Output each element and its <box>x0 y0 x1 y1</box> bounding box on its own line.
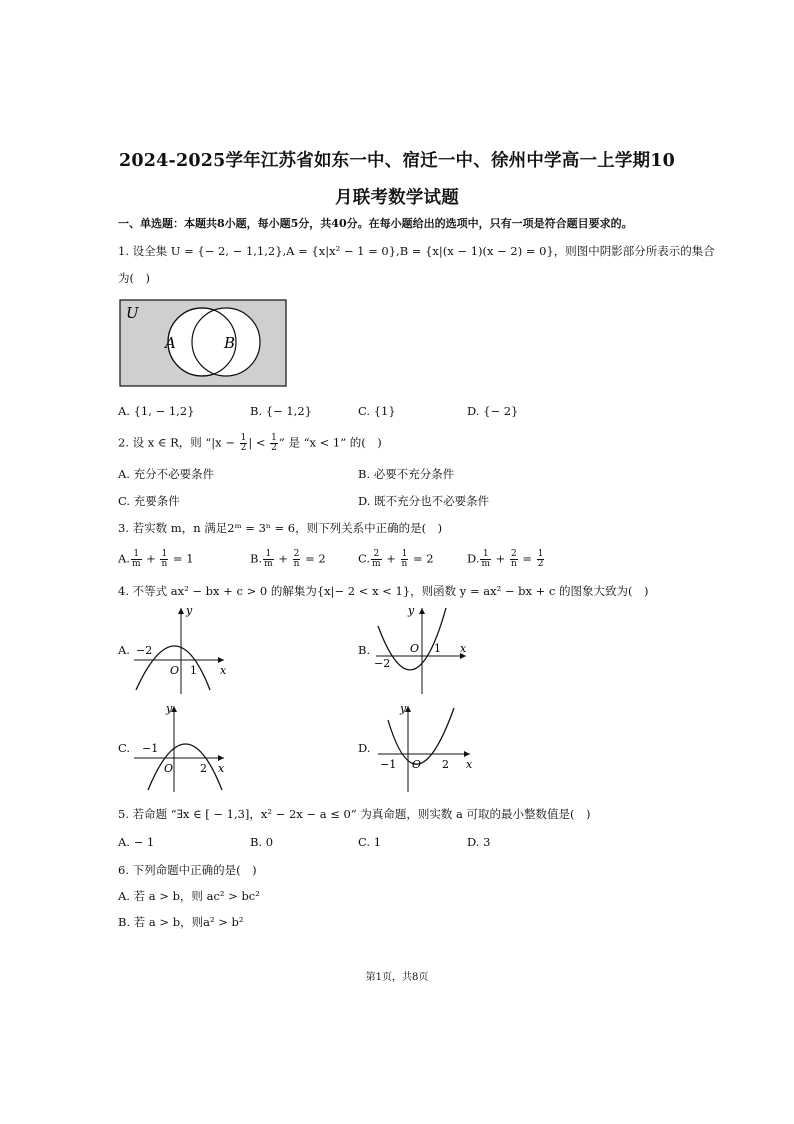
q4-graph-d[interactable] <box>372 702 482 794</box>
q5-option-d[interactable]: D. 3 <box>467 835 491 849</box>
svg-text:−2: −2 <box>374 657 391 670</box>
svg-text:y: y <box>186 604 193 617</box>
svg-text:O: O <box>412 758 422 771</box>
q4-graph-a[interactable] <box>128 604 238 696</box>
q4-option-a-label[interactable]: A. <box>118 643 130 657</box>
svg-text:−2: −2 <box>136 644 153 657</box>
svg-text:O: O <box>410 642 420 655</box>
q2-option-d[interactable]: D. 既不充分也不必要条件 <box>358 494 490 508</box>
venn-label-u: U <box>126 304 139 322</box>
svg-text:1: 1 <box>434 642 441 655</box>
q1-option-b[interactable]: B. {− 1,2} <box>250 404 312 418</box>
q4-option-c-label[interactable]: C. <box>118 741 131 755</box>
svg-text:2: 2 <box>442 758 449 771</box>
q5-text: 5. 若命题 “∃x ∈ [ − 1,3]，x² − 2x − a ≤ 0” 为真命题，则实数 a 可取的最小整数值是( ) <box>118 807 591 821</box>
q2-text: 2. 设 x ∈ R，则 “|x − $\frac{1}{2}$ | < $\frac{1}{2}$ ” 是 “x < 1” 的( ) <box>118 433 382 453</box>
venn-diagram <box>118 298 288 388</box>
q3-option-d[interactable]: D. $\frac{1}{m}$ + $\frac{2}{n}$ = $\frac{1}{2}$ <box>467 549 544 569</box>
q4-graph-b[interactable] <box>370 604 480 696</box>
q4-graph-c[interactable] <box>128 702 238 794</box>
section-heading: 一、单选题：本题共8小题，每小题5分，共40分。在每小题给出的选项中，只有一项是符合题目要求的。 <box>118 217 633 230</box>
q1-option-c[interactable]: C. {1} <box>358 404 396 418</box>
q3-option-c[interactable]: C. $\frac{2}{m}$ + $\frac{1}{n}$ = 2 <box>358 549 434 569</box>
q4-option-d-label[interactable]: D. <box>358 741 371 755</box>
q2-option-b[interactable]: B. 必要不充分条件 <box>358 467 455 481</box>
q6-text: 6. 下列命题中正确的是( ) <box>118 863 257 877</box>
svg-text:O: O <box>170 664 180 677</box>
q3-option-a[interactable]: A. $\frac{1}{m}$ + $\frac{1}{n}$ = 1 <box>118 549 194 569</box>
q5-option-c[interactable]: C. 1 <box>358 835 382 849</box>
svg-text:y: y <box>408 604 415 617</box>
svg-text:1: 1 <box>190 664 197 677</box>
svg-text:y: y <box>400 702 407 715</box>
q3-option-b[interactable]: B. $\frac{1}{m}$ + $\frac{2}{n}$ = 2 <box>250 549 326 569</box>
q3-text: 3. 若实数 m，n 满足2ᵐ = 3ⁿ = 6，则下列关系中正确的是( ) <box>118 521 443 535</box>
page-footer: 第1页，共8页 <box>365 972 429 983</box>
title-line-1: 2024-2025学年江苏省如东一中、宿迁一中、徐州中学高一上学期10 <box>118 151 676 171</box>
q1-text-1: 1. 设全集 U = {− 2, − 1,1,2},A = {x|x² − 1 = 0},B = {x|(x − 1)(x − 2) = 0}，则图中阴影部分所表示的集合 <box>118 244 715 258</box>
venn-label-b: B <box>224 334 236 352</box>
svg-text:−1: −1 <box>142 742 159 755</box>
q6-option-b[interactable]: B. 若 a > b，则a² > b² <box>118 915 244 929</box>
q1-option-d[interactable]: D. {− 2} <box>467 404 519 418</box>
q4-text: 4. 不等式 ax² − bx + c > 0 的解集为{x|− 2 < x < 1}，则函数 y = ax² − bx + c 的图象大致为( ) <box>118 584 649 598</box>
venn-label-a: A <box>165 334 176 352</box>
q1-text-2: 为( ) <box>118 271 150 285</box>
q6-option-a[interactable]: A. 若 a > b，则 ac² > bc² <box>118 889 260 903</box>
q5-option-a[interactable]: A. − 1 <box>118 835 155 849</box>
title-line-2: 月联考数学试题 <box>335 188 459 208</box>
svg-text:2: 2 <box>200 762 207 775</box>
q2-option-c[interactable]: C. 充要条件 <box>118 494 180 508</box>
q5-option-b[interactable]: B. 0 <box>250 835 274 849</box>
q4-option-b-label[interactable]: B. <box>358 643 371 657</box>
q1-option-a[interactable]: A. {1, − 1,2} <box>118 404 195 418</box>
q2-option-a[interactable]: A. 充分不必要条件 <box>118 467 215 481</box>
svg-text:y: y <box>166 702 173 715</box>
svg-text:O: O <box>164 762 174 775</box>
svg-text:x: x <box>218 762 225 775</box>
svg-text:−1: −1 <box>380 758 397 771</box>
svg-text:x: x <box>220 664 227 677</box>
svg-text:x: x <box>460 642 467 655</box>
svg-text:x: x <box>466 758 473 771</box>
